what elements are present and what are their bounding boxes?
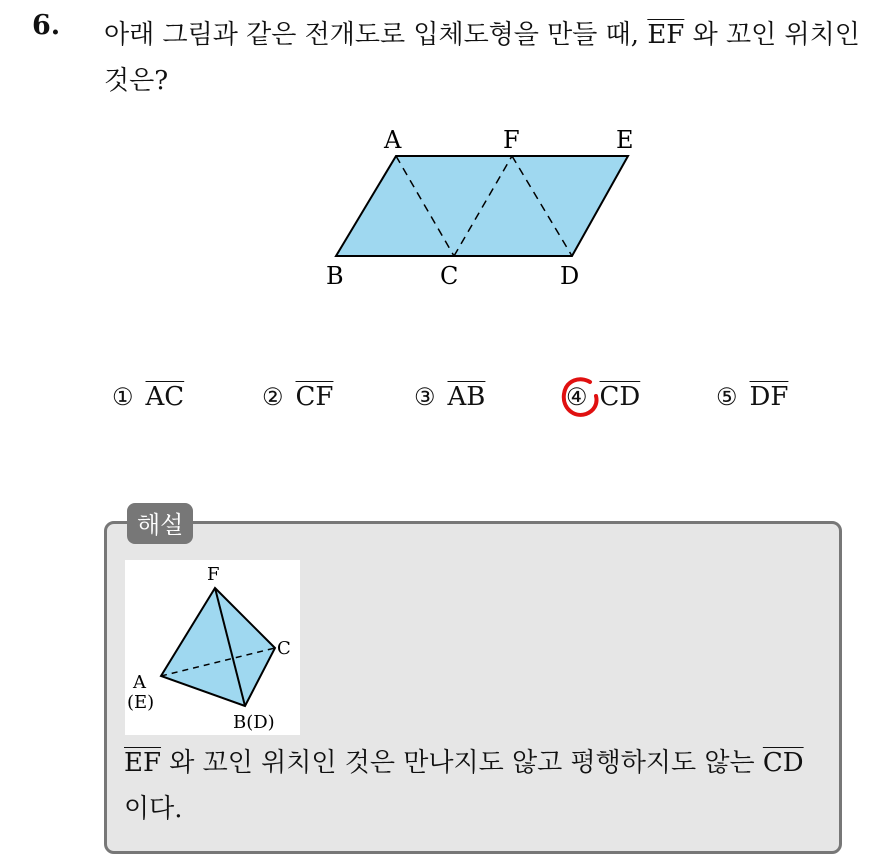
tetra-label-f: F [207, 564, 220, 585]
question-segment-ef: $\overline{EF}$ [647, 20, 685, 50]
net-parallelogram [336, 156, 628, 256]
choice-4[interactable] [566, 382, 640, 412]
choice-segment: $\overline{CD}$ [599, 382, 641, 412]
question-text-before: 아래 그림과 같은 전개도로 입체도형을 만들 때, [104, 20, 648, 50]
choice-segment: $\overline{DF}$ [749, 382, 789, 412]
choice-segment: $\overline{CF}$ [295, 382, 334, 412]
choice-number: ⑤ [716, 383, 738, 411]
choice-segment: $\overline{AB}$ [447, 382, 486, 412]
solution-text [124, 740, 834, 832]
solution-text-end: 이다. [124, 794, 183, 824]
choice-2[interactable] [262, 382, 333, 412]
label-f: F [503, 126, 520, 154]
choice-number: ② [262, 383, 284, 411]
tetra-face [161, 588, 275, 706]
marked-choice-number [566, 382, 588, 412]
tetrahedron-diagram [125, 560, 300, 735]
choice-number: ① [112, 383, 134, 411]
tetra-label-a: A [133, 672, 146, 693]
label-e: E [616, 126, 634, 154]
solution-text-mid: 와 꼬인 위치인 것은 만나지도 않고 평행하지도 않는 [161, 748, 763, 778]
answer-circle-mark-icon [560, 376, 602, 420]
choice-3[interactable] [414, 382, 485, 412]
solution-tag: 해설 [127, 503, 193, 544]
tetra-label-bd: B(D) [233, 712, 275, 733]
solution-segment-cd: $\overline{CD}$ [762, 748, 804, 778]
choice-number: ③ [414, 383, 436, 411]
choice-5[interactable] [716, 382, 788, 412]
label-b: B [326, 262, 344, 290]
label-d: D [560, 262, 580, 290]
tetra-label-e: (E) [127, 692, 155, 713]
tetra-label-c: C [277, 638, 291, 659]
net-diagram [316, 118, 634, 298]
solution-segment-ef: $\overline{EF}$ [124, 748, 162, 778]
choice-1[interactable] [112, 382, 184, 412]
question-number: 6. [32, 10, 61, 41]
label-a: A [384, 126, 402, 154]
choice-segment: $\overline{AC}$ [145, 382, 185, 412]
question-text-after: 와 꼬인 위치인 것은? [104, 20, 860, 96]
question-text [104, 12, 874, 104]
label-c: C [440, 262, 459, 290]
choice-number: ④ [566, 383, 588, 411]
